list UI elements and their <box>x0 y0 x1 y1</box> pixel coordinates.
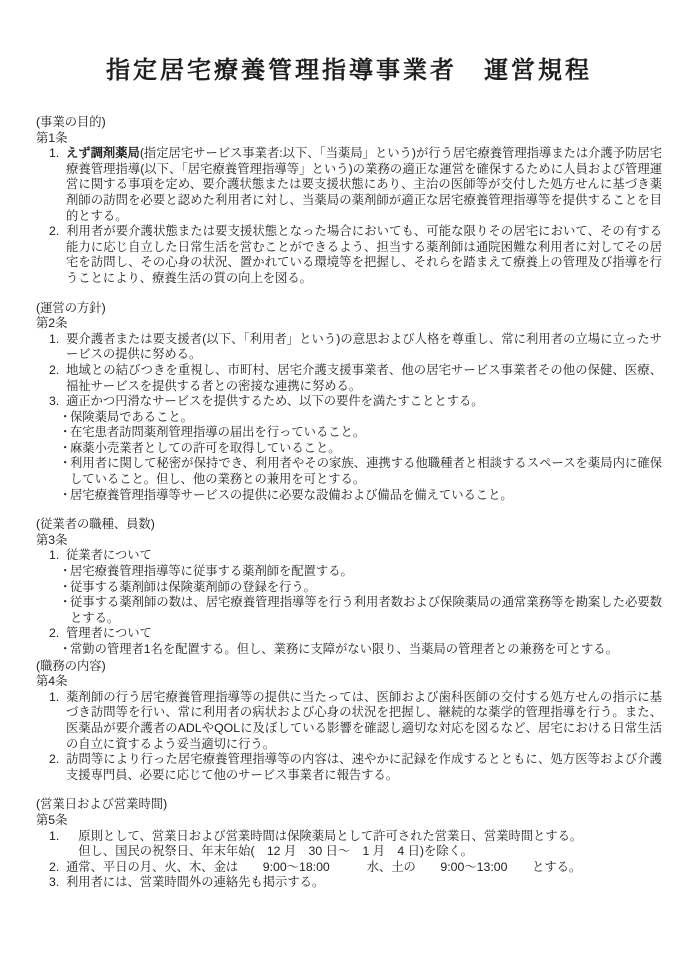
numbered-item: 2. 管理者について <box>49 626 152 641</box>
numbered-item: 1. 原則として、営業日および営業時間は保険薬局として許可された営業日、営業時間とする。 但し、国民の祝祭日、年末年始( 12 月 30 日～ 1 月 4 日)を除く。 <box>36 829 662 860</box>
section-heading: (運営の方針) <box>36 300 106 315</box>
section-heading: (営業日および営業時間) <box>36 797 168 812</box>
bullet-item: ・麻薬小売業者としての許可を取得していること。 <box>59 440 341 455</box>
item-label: 1. <box>49 828 60 843</box>
item-label: ・ <box>59 456 72 471</box>
item-label: 2. <box>49 752 60 767</box>
item-label: 1. <box>49 548 60 563</box>
article-number: 第4条 <box>36 674 68 689</box>
section-heading: (事業の目的) <box>36 115 106 129</box>
numbered-item: 3. 適正かつ円滑なサービスを提供するため、以下の要件を満たすこととする。 <box>49 394 484 409</box>
item-label: 3. <box>49 875 60 890</box>
article-number: 第2条 <box>36 316 68 331</box>
bullet-item: ・居宅療養管理指導等に従事する薬剤師を配置する。 <box>59 564 353 579</box>
article-number: 第5条 <box>36 812 68 827</box>
numbered-item: 2. 訪問等により行った居宅療養管理指導等の内容は、速やかに記録を作成するとともに、処方医等および介護支援専門員、必要に応じて他のサービス事業者に報告する。 <box>49 752 662 782</box>
item-label: 1. <box>49 331 60 346</box>
numbered-item: 2. 通常、平日の月、火、木、金は 9:00～18:00 水、土の 9:00～13:00 とする。 <box>49 859 582 874</box>
numbered-item: 1. 要介護者または要支援者(以下、「利用者」という)の意思および人格を尊重し、常に利用者の立場に立ったサービスの提供に努める。 <box>49 331 662 362</box>
numbered-item: 1. 薬剤師の行う居宅療養管理指導等の提供に当たっては、医師および歯科医師の交付する処方せんの指示に基づき訪問等を行い、常に利用者の病状および心身の状況を把握し、継続的な薬学的管理指導を行う。また、医薬品が要介護者のADLやQOLに及ぼしている影響を確認し適切な対応を図るなど、居宅における日常生活の自立に資するよう妥当適切に行う。 <box>49 689 662 751</box>
bullet-item: ・従事する薬剤師は保険薬剤師の登録を行う。 <box>59 579 316 594</box>
bullet-item: ・従事する薬剤師の数は、居宅療養管理指導等を行う利用者数および保険薬局の通常業務等を勘案した必要数とする。 <box>59 595 662 625</box>
item-label: 3. <box>49 394 60 409</box>
item-label: ・ <box>59 595 72 610</box>
numbered-item: 2. 利用者が要介護状態または要支援状態となった場合においても、可能な限りその居宅において、その有する能力に応じ自立した日常生活を営むことができるよう、担当する薬剤師は通院困難な利用者に対してその居宅を訪問し、その心身の状況、置かれている環境等を把握し、それらを踏まえて療養上の管理及び指導を行うことにより、療養生活の質の向上を図る。 <box>49 224 662 285</box>
section-article-2 <box>36 301 662 504</box>
bullet-item: ・保険薬局であること。 <box>59 409 193 424</box>
numbered-item: 1. 従業者について <box>49 548 152 563</box>
pharmacy-name: えず調剤薬局 <box>66 146 140 161</box>
article-number: 第1条 <box>36 130 68 145</box>
document-body <box>36 115 662 891</box>
item-label: 1. <box>49 146 60 161</box>
item-label: ・ <box>59 440 72 455</box>
continuation-line: 但し、国民の祝祭日、年末年始( 12 月 30 日～ 1 月 4 日)を除く。 <box>66 844 473 859</box>
section-article-1 <box>36 115 662 287</box>
item-label: 2. <box>49 626 60 641</box>
item-label: ・ <box>59 409 72 424</box>
bullet-item: ・常勤の管理者1名を配置する。但し、業務に支障がない限り、当薬局の管理者との兼務を可とする。 <box>59 642 618 656</box>
item-label: 2. <box>49 859 60 874</box>
item-label: 2. <box>49 224 60 239</box>
section-article-4 <box>36 659 662 784</box>
section-heading: (従業者の職種、員数) <box>36 517 155 532</box>
item-label: ・ <box>59 425 72 440</box>
bullet-item: ・在宅患者訪問薬剤管理指導の届出を行っていること。 <box>59 425 366 440</box>
section-article-5 <box>36 797 662 891</box>
article-number: 第3条 <box>36 532 68 547</box>
item-label: 1. <box>49 689 60 704</box>
item-label: ・ <box>59 579 72 594</box>
section-article-3 <box>36 517 662 657</box>
document-title: 指定居宅療養管理指導事業者 運営規程 <box>106 57 592 84</box>
item-label: ・ <box>59 564 72 579</box>
bullet-item: ・居宅療養管理指導等サービスの提供に必要な設備および備品を備えていること。 <box>59 487 513 502</box>
item-label: 2. <box>49 362 60 377</box>
item-label: ・ <box>59 487 72 502</box>
numbered-item: 2. 地域との結びつきを重視し、市町村、居宅介護支援事業者、他の居宅サービス事業者その他の保健、医療、福祉サービスを提供する者との密接な連携に努める。 <box>49 362 662 393</box>
numbered-item: 1. えず調剤薬局(指定居宅サービス事業者:以下、「当薬局」という)が行う居宅療養管理指導または介護予防居宅療養管理指導(以下、「居宅療養管理指導等」という)の業務の適正な運営を確保するために人員および管理運営に関する事項を定め、要介護状態または要支援状態にあり、主治の医師等が交付した処方せんに基づき薬剤師の訪問を必要と認めた利用者に対し、当薬局の薬剤師が適正な居宅療養管理指導等を提供することを目的とする。 <box>49 146 662 223</box>
item-label: ・ <box>59 642 72 656</box>
bullet-item: ・利用者に関して秘密が保持でき、利用者やその家族、連携する他職種者と相談するスペースを薬局内に確保していること。但し、他の業務との兼用を可とする。 <box>59 456 662 487</box>
section-heading: (職務の内容) <box>36 658 106 673</box>
numbered-item: 3. 利用者には、営業時間外の連絡先も掲示する。 <box>49 875 325 890</box>
